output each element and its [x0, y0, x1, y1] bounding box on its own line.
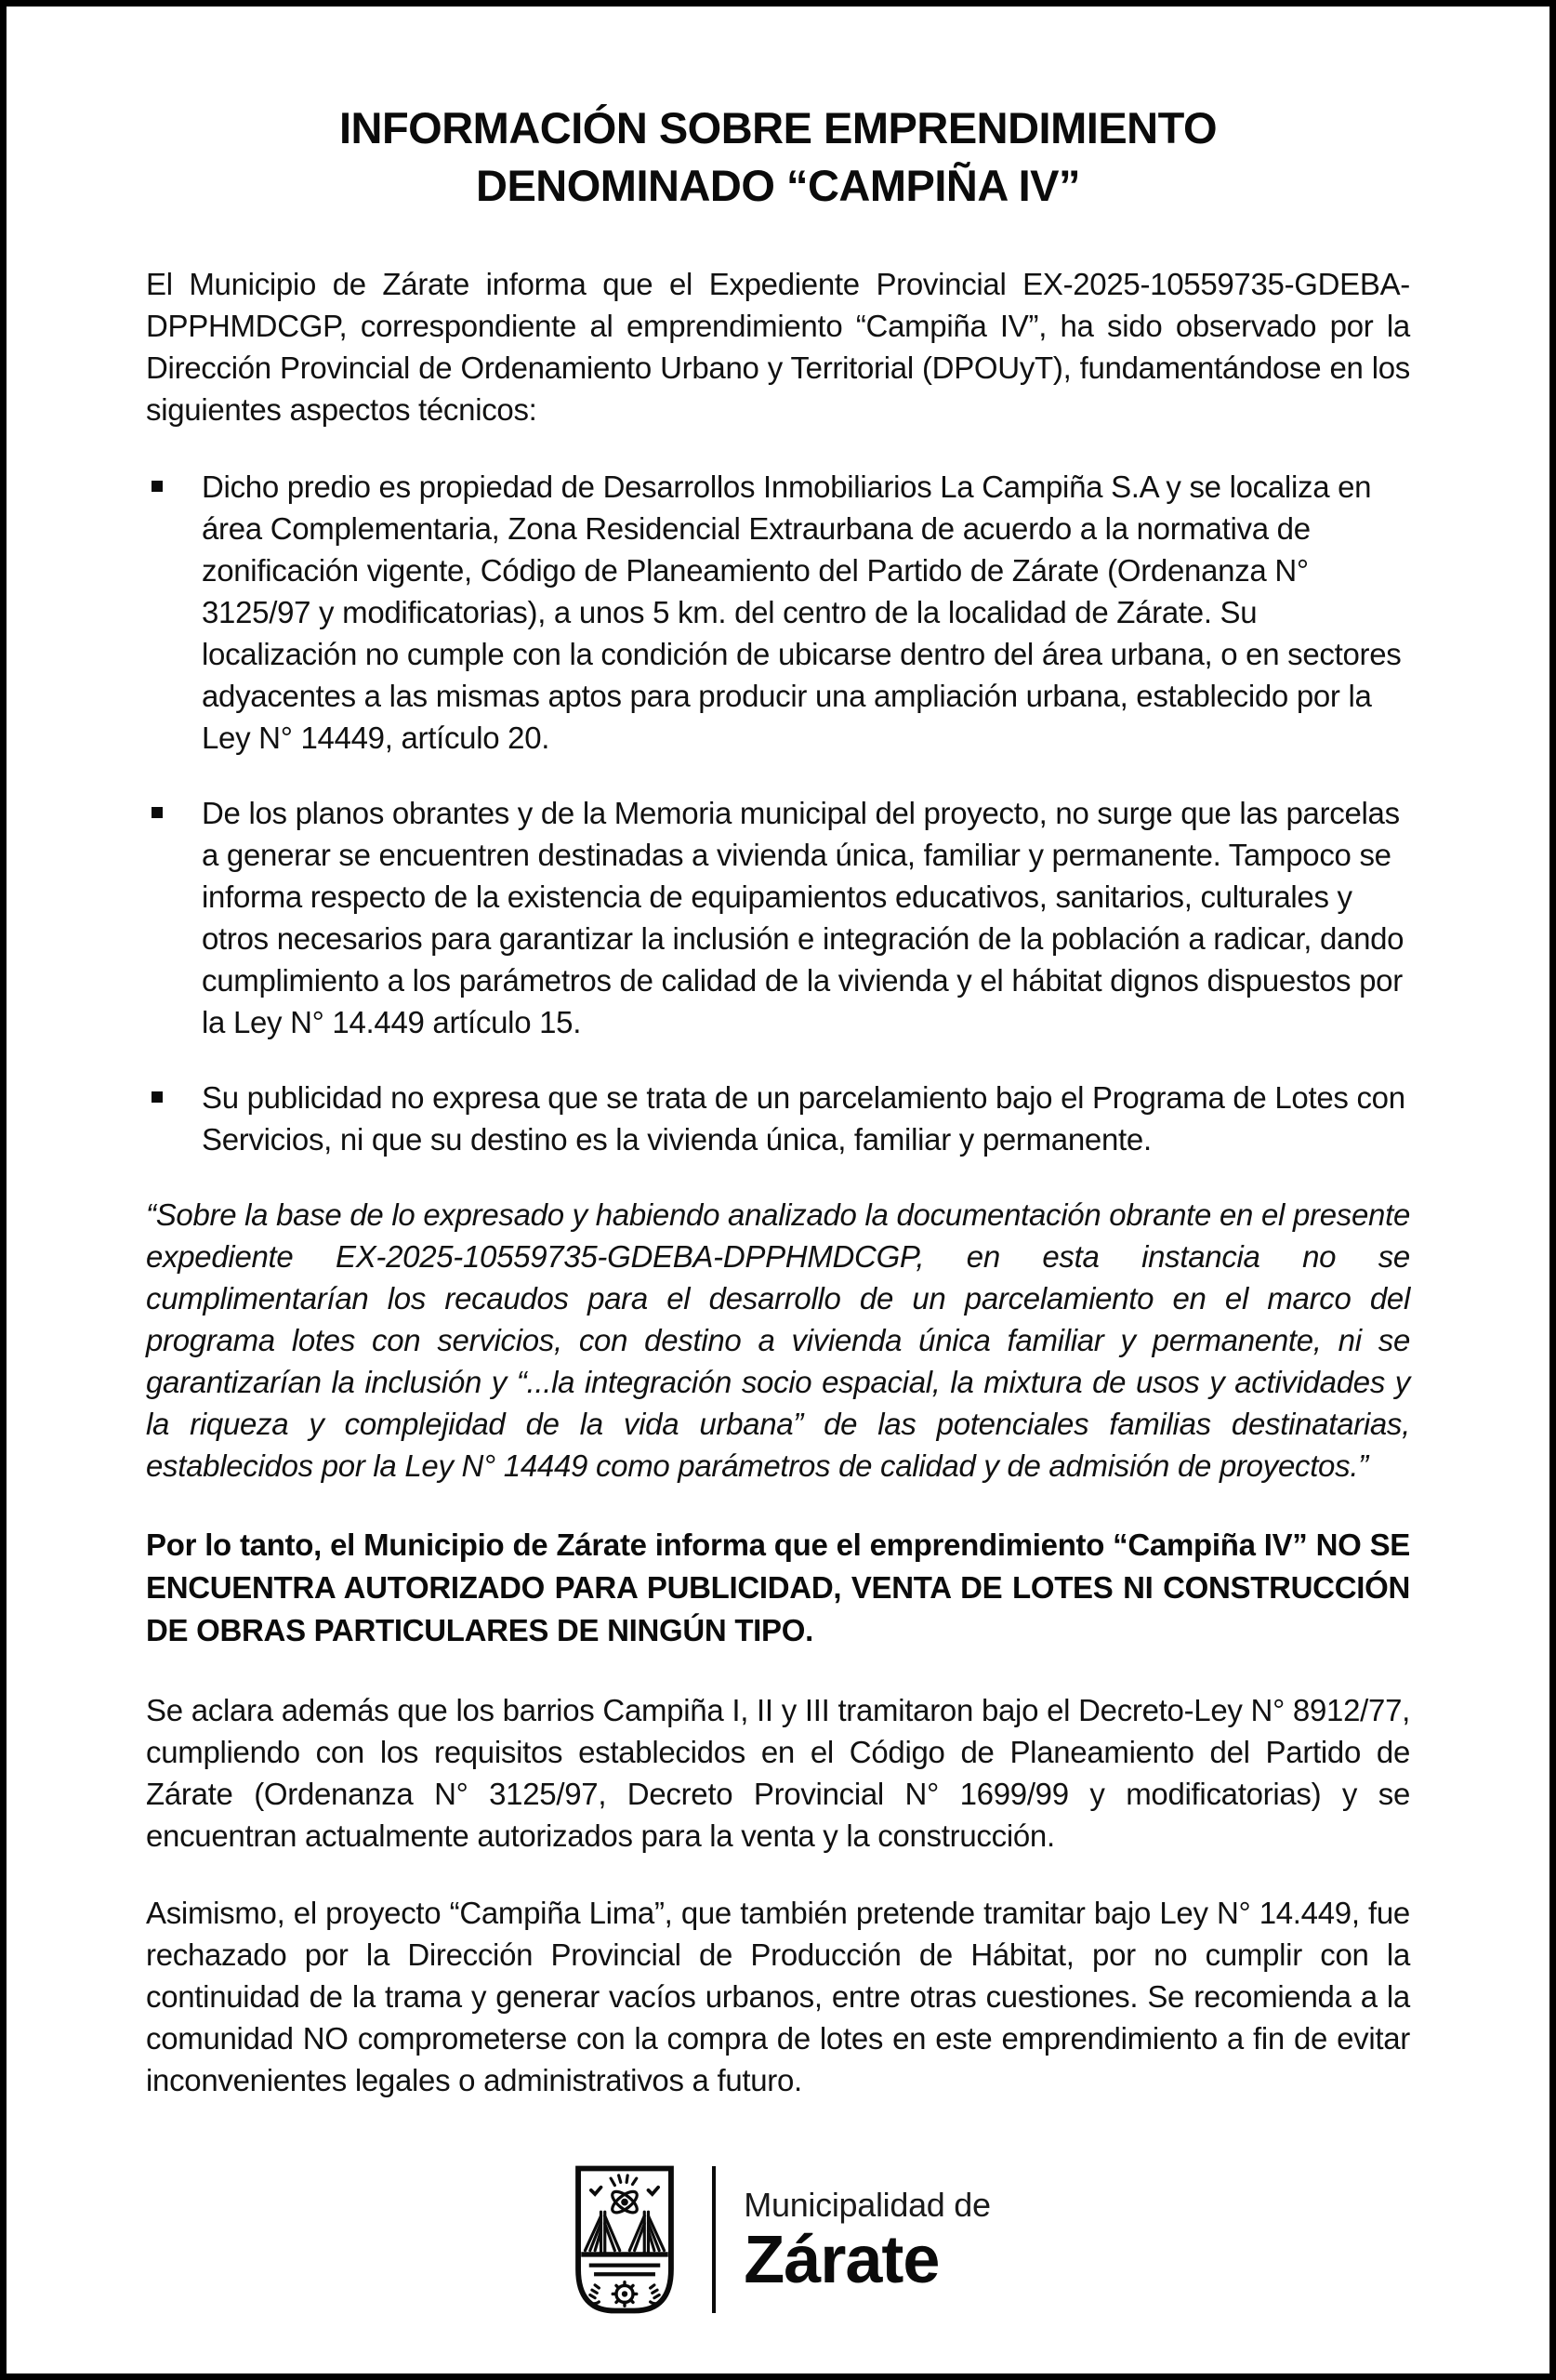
org-prefix: Municipalidad de [744, 2186, 991, 2224]
warning-paragraph: Asimismo, el proyecto “Campiña Lima”, que también pretende tramitar bajo Ley N° 14.449, fue rechazado por la Dirección Provincial de Producción de Hábitat, por no cumplir con la continuidad de la trama y generar vacíos urbanos, entre otras cuestiones. Se recomienda a la comunidad NO comprometerse con la compra de lotes en este emprendimiento a fin de evitar inconvenientes legales o administrativos a futuro. [146, 1896, 1410, 2097]
logo-wordmark [744, 2186, 991, 2297]
logo-divider [712, 2166, 716, 2313]
square-bullet-icon [152, 481, 163, 492]
intro-paragraph: El Municipio de Zárate informa que el Expediente Provincial EX-2025-10559735-GDEBA-DPPHMDCGP, correspondiente al emprendimiento “Campiña IV”, ha sido observado por la Dirección Provincial de Ordenamiento Urbano y Territorial (DPOUyT), fundamentándose en los siguientes aspectos técnicos: [146, 267, 1410, 427]
square-bullet-icon [152, 807, 163, 818]
page-title-line1: INFORMACIÓN SOBRE EMPRENDIMIENTO [338, 103, 1218, 152]
page-title-line2: DENOMINADO “CAMPIÑA IV” [476, 161, 1080, 210]
provincial-quote-paragraph: “Sobre la base de lo expresado y habiendo analizado la documentación obrante en el presente expediente EX-2025-10559735-GDEBA-DPPHMDCGP, en esta instancia no se cumplimentarían los recaudos para el desarrollo de un parcelamiento en el marco del programa lotes con servicios, con destino a vivienda única familiar y permanente, ni se garantizarían la inclusión y “...la integración socio espacial, la mixtura de usos y actividades y la riqueza y complejidad de la vida urbana” de las potenciales familias destinatarias, establecidos por la Ley N° 14449 como parámetros de calidad y de admisión de proyectos.” [146, 1197, 1410, 1483]
list-item-text: De los planos obrantes y de la Memoria municipal del proyecto, no surge que las parcelas a generar se encuentren destinadas a vivienda única, familiar y permanente. Tampoco se informa respecto de la existencia de equipamientos educativos, sanitarios, culturales y otros necesarios para garantizar la inclusión e integración de la población a radicar, dando cumplimiento a los parámetros de calidad de la vivienda y el hábitat dignos dispuestos por la Ley N° 14.449 artículo 15. [202, 796, 1404, 1039]
list-item [146, 466, 1410, 759]
page-title [183, 99, 1373, 215]
municipal-crest-icon [565, 2161, 684, 2319]
list-item-text: Dicho predio es propiedad de Desarrollos Inmobiliarios La Campiña S.A y se localiza en área Complementaria, Zona Residencial Extraurbana de acuerdo a la normativa de zonificación vigente, Código de Planeamiento del Partido de Zárate (Ordenanza N° 3125/97 y modificatorias), a unos 5 km. del centro de la localidad de Zárate. Su localización no cumple con la condición de ubicarse dentro del área urbana, o en sectores adyacentes a las mismas aptos para producir una ampliación urbana, establecido por la Ley N° 14449, artículo 20. [202, 469, 1402, 755]
list-item [146, 792, 1410, 1043]
list-item-text: Su publicidad no expresa que se trata de un parcelamiento bajo el Programa de Lotes con Servicios, ni que su destino es la vivienda única, familiar y permanente. [202, 1080, 1405, 1157]
square-bullet-icon [152, 1091, 163, 1103]
clarification-paragraph: Se aclara además que los barrios Campiña I, II y III tramitaron bajo el Decreto-Ley N° 8912/77, cumpliendo con los requisitos establecidos en el Código de Planeamiento del Partido de Zárate (Ordenanza N° 3125/97, Decreto Provincial N° 1699/99 y modificatorias) y se encuentran actualmente autorizados para la venta y la construcción. [146, 1693, 1410, 1853]
list-item [146, 1077, 1410, 1160]
authorization-statement: Por lo tanto, el Municipio de Zárate informa que el emprendimiento “Campiña IV” NO SE ENCUENTRA AUTORIZADO PARA PUBLICIDAD, VENTA DE LOTES NI CONSTRUCCIÓN DE OBRAS PARTICULARES DE NINGÚN TIPO. [146, 1527, 1410, 1647]
technical-aspects-list [146, 466, 1410, 1160]
org-name: Zárate [744, 2223, 940, 2297]
municipality-logo-lockup [146, 2161, 1410, 2319]
